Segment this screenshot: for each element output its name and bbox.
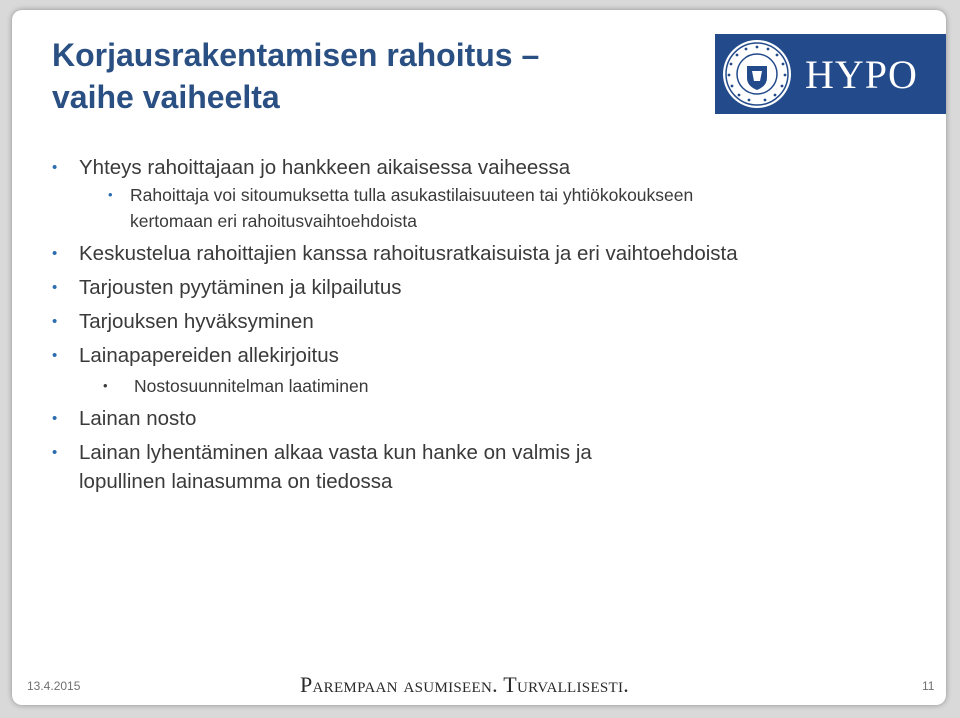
page-number: 11 <box>922 679 935 693</box>
hypo-logo <box>715 34 946 114</box>
bullet-item <box>52 341 932 370</box>
slide-title <box>52 34 692 118</box>
hypo-logo-text: HYPO <box>805 51 918 97</box>
bullet-item <box>52 153 932 182</box>
bullet-text: Tarjouksen hyväksyminen <box>79 310 314 333</box>
bullet-text: Yhteys rahoittajaan jo hankkeen aikaisessa vaiheessa <box>79 156 571 179</box>
bullet-item <box>52 239 932 268</box>
bullet-text: Lainapapereiden allekirjoitus <box>79 344 339 367</box>
hypo-seal-icon <box>723 40 791 108</box>
bullet-line1: • Lainan lyhentäminen alkaa vasta kun hanke on valmis ja <box>79 441 592 464</box>
sub-bullet-item <box>52 182 932 234</box>
bullet-text: Lainan nosto <box>79 407 197 430</box>
sub-bullet-line1: • Rahoittaja voi sitoumuksetta tulla asukastilaisuuteen tai yhtiökokoukseen <box>130 185 694 205</box>
sub-bullet-line1: Nostosuunnitelman laatiminen <box>134 376 369 396</box>
sub-bullet-line2: kertomaan eri rahoitusvaihtoehdoista <box>130 211 417 231</box>
bullet-line2: lopullinen lainasumma on tiedossa <box>79 470 393 493</box>
bullet-item <box>52 273 932 302</box>
bullet-item <box>52 404 932 433</box>
bullet-text: Tarjousten pyytäminen ja kilpailutus <box>79 276 402 299</box>
bullet-list <box>52 148 932 496</box>
slide-title-line2: vaihe vaiheelta <box>52 79 280 115</box>
footer-date: 13.4.2015 <box>27 679 81 693</box>
sub-bullet-item <box>52 373 932 399</box>
footer-tagline: Parempaan asumiseen. Turvallisesti. <box>300 672 630 697</box>
bullet-item <box>52 438 932 496</box>
slide <box>12 10 946 705</box>
bullet-item <box>52 307 932 336</box>
slide-title-line1: Korjausrakentamisen rahoitus – <box>52 37 540 73</box>
bullet-text: Keskustelua rahoittajien kanssa rahoitusratkaisuista ja eri vaihtoehdoista <box>79 242 738 265</box>
